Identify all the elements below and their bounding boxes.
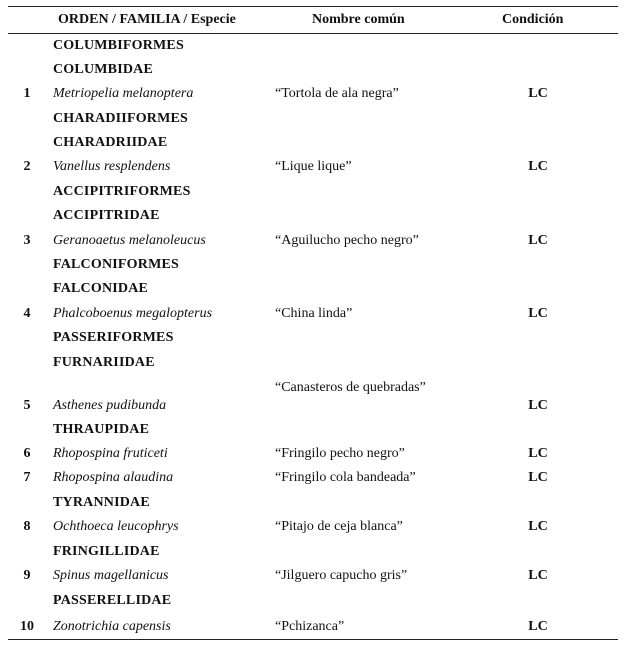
- table-header-rule: [8, 33, 618, 34]
- species-name: Zonotrichia capensis: [53, 619, 171, 634]
- common-name: “Canasteros de quebradas”: [275, 380, 426, 395]
- family-label: CHARADRIIDAE: [53, 135, 168, 150]
- species-name: Asthenes pudibunda: [53, 398, 167, 413]
- species-name: Metriopelia melanoptera: [53, 86, 194, 101]
- status-value: LC: [528, 159, 548, 174]
- species-name: Spinus magellanicus: [53, 568, 169, 583]
- status-value: LC: [528, 446, 548, 461]
- family-label: FALCONIDAE: [53, 281, 149, 296]
- common-name: “China linda”: [275, 306, 353, 321]
- order-label: CHARADIIFORMES: [53, 111, 189, 126]
- common-name: “Jilguero capucho gris”: [275, 568, 408, 583]
- common-name: “Fringilo cola bandeada”: [275, 470, 416, 485]
- row-number: 9: [23, 568, 31, 583]
- header-status: Condición: [502, 12, 564, 27]
- species-name: Geranoaetus melanoleucus: [53, 233, 206, 248]
- family-label: ACCIPITRIDAE: [53, 208, 160, 223]
- species-name: Vanellus resplendens: [53, 159, 171, 174]
- table-top-rule: [8, 6, 618, 7]
- family-label: FRINGILLIDAE: [53, 544, 160, 559]
- family-label: TYRANNIDAE: [53, 495, 150, 510]
- species-name: Rhopospina fruticeti: [53, 446, 168, 461]
- row-number: 6: [23, 446, 31, 461]
- table-bottom-rule: [8, 639, 618, 640]
- species-table: [8, 6, 618, 640]
- family-label: PASSERELLIDAE: [53, 593, 172, 608]
- row-number: 4: [23, 306, 31, 321]
- order-label: ACCIPITRIFORMES: [53, 184, 191, 199]
- status-value: LC: [528, 306, 548, 321]
- row-number: 7: [23, 470, 31, 485]
- common-name: “Lique lique”: [275, 159, 352, 174]
- status-value: LC: [528, 619, 548, 634]
- species-name: Phalcoboenus megalopterus: [53, 306, 213, 321]
- status-value: LC: [528, 470, 548, 485]
- row-number: 5: [23, 398, 31, 413]
- order-label: PASSERIFORMES: [53, 330, 174, 345]
- status-value: LC: [528, 568, 548, 583]
- row-number: 1: [23, 86, 31, 101]
- family-label: THRAUPIDAE: [53, 422, 150, 437]
- common-name: “Aguilucho pecho negro”: [275, 233, 419, 248]
- status-value: LC: [528, 519, 548, 534]
- row-number: 10: [20, 619, 34, 634]
- species-name: Ochthoeca leucophrys: [53, 519, 179, 534]
- common-name: “Tortola de ala negra”: [275, 86, 399, 101]
- row-number: 2: [23, 159, 31, 174]
- common-name: “Pchizanca”: [275, 619, 345, 634]
- row-number: 3: [23, 233, 31, 248]
- status-value: LC: [528, 233, 548, 248]
- common-name: “Pitajo de ceja blanca”: [275, 519, 403, 534]
- order-label: COLUMBIFORMES: [53, 38, 184, 53]
- order-label: FALCONIFORMES: [53, 257, 180, 272]
- status-value: LC: [528, 86, 548, 101]
- family-label: FURNARIIDAE: [53, 355, 155, 370]
- status-value: LC: [528, 398, 548, 413]
- family-label: COLUMBIDAE: [53, 62, 154, 77]
- header-common-name: Nombre común: [312, 12, 405, 27]
- row-number: 8: [23, 519, 31, 534]
- common-name: “Fringilo pecho negro”: [275, 446, 405, 461]
- species-name: Rhopospina alaudina: [53, 470, 174, 485]
- header-taxon: ORDEN / FAMILIA / Especie: [58, 12, 236, 27]
